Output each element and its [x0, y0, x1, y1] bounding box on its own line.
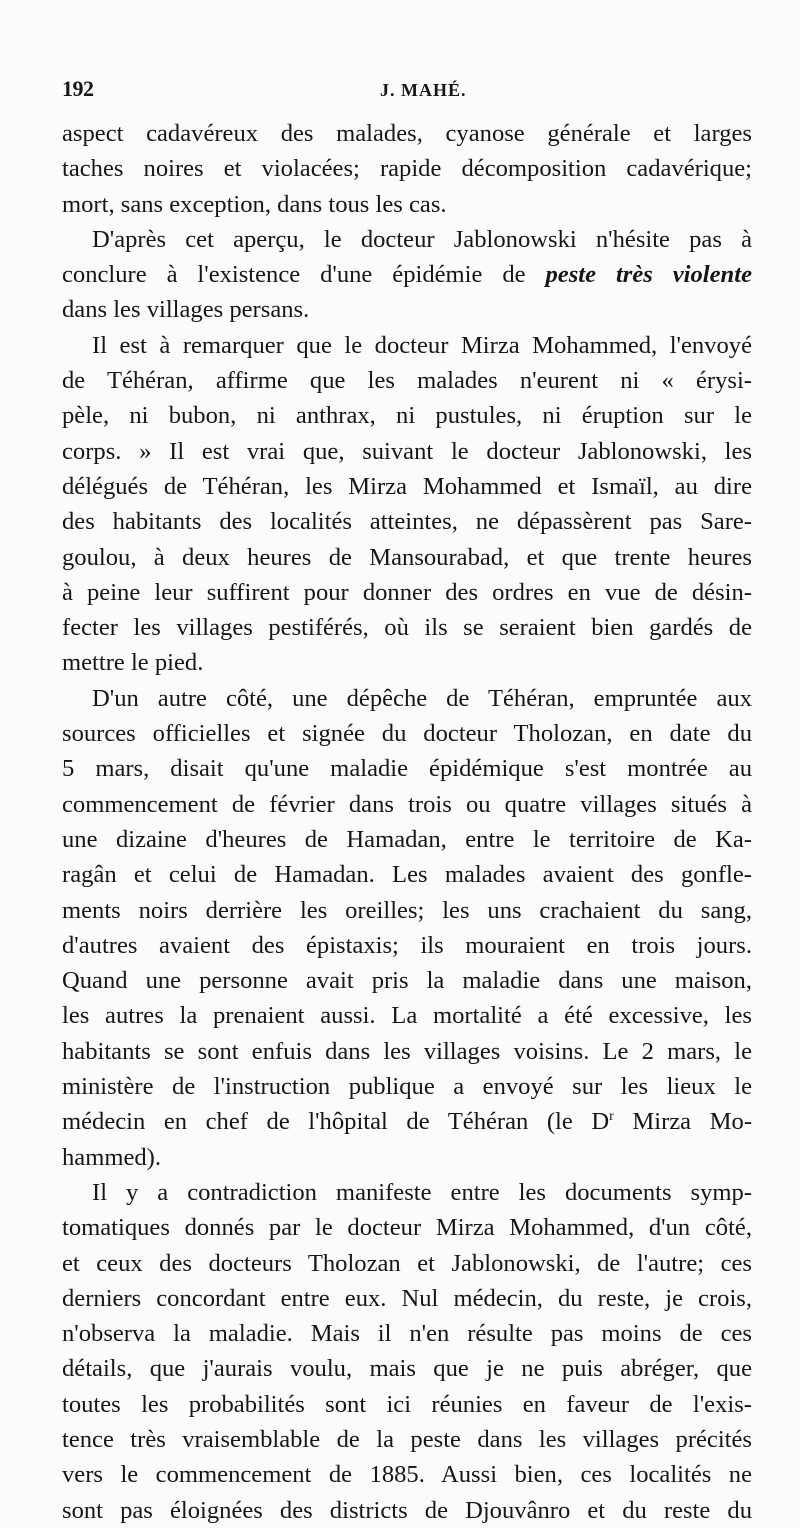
body-text: [62, 116, 752, 1528]
emphasis-text: peste très violente: [545, 261, 752, 289]
text-line: des habitants des localités atteintes, ne dépassèrent pas Sare-: [62, 508, 752, 536]
text-line: commencement de février dans trois ou quatre villages situés à: [62, 790, 752, 818]
text-line: une dizaine d'heures de Hamadan, entre le territoire de Ka-: [62, 825, 752, 853]
text-line: ragân et celui de Hamadan. Les malades avaient des gonfle-: [62, 861, 752, 889]
text-line: D'après cet aperçu, le docteur Jablonowski n'hésite pas à: [92, 225, 752, 253]
text-line: goulou, à deux heures de Mansourabad, et que trente heures: [62, 543, 752, 571]
page-header: [62, 76, 752, 106]
text-line: corps. » Il est vrai que, suivant le docteur Jablonowski, les: [62, 437, 752, 465]
text-line: délégués de Téhéran, les Mirza Mohammed et Ismaïl, au dire: [62, 472, 752, 500]
text-line: aspect cadavéreux des malades, cyanose générale et larges: [62, 120, 752, 147]
text-line: mettre le pied.: [62, 649, 204, 677]
text-line: habitants se sont enfuis dans les villages voisins. Le 2 mars, le: [62, 1037, 752, 1065]
text-line: détails, que j'aurais voulu, mais que je ne puis abréger, que: [62, 1355, 752, 1383]
text-line: taches noires et violacées; rapide décomposition cadavérique;: [62, 155, 752, 183]
text-line: derniers concordant entre eux. Nul médecin, du reste, je crois,: [62, 1284, 752, 1312]
running-head: J. MAHÉ.: [380, 80, 467, 100]
text-line: de Téhéran, affirme que les malades n'eurent ni « érysi-: [62, 367, 752, 395]
text-line: 5 mars, disait qu'une maladie épidémique s'est montrée au: [62, 755, 752, 783]
text-line: et ceux des docteurs Tholozan et Jablonowski, de l'autre; ces: [62, 1249, 752, 1277]
text-line: ministère de l'instruction publique a envoyé sur les lieux le: [62, 1073, 752, 1101]
text-line: fecter les villages pestiférés, où ils se seraient bien gardés de: [62, 614, 752, 642]
text-line: pèle, ni bubon, ni anthrax, ni pustules, ni éruption sur le: [62, 402, 752, 430]
text-line: les autres la prenaient aussi. La mortalité a été excessive, les: [62, 1002, 752, 1030]
page-number: 192: [62, 76, 94, 101]
superscript: r: [609, 1109, 614, 1125]
text-line: à peine leur suffirent pour donner des ordres en vue de désin-: [62, 578, 752, 606]
text-line: ments noirs derrière les oreilles; les uns crachaient du sang,: [62, 896, 752, 924]
text-line: dans les villages persans.: [62, 296, 310, 324]
text-line: d'autres avaient des épistaxis; ils mouraient en trois jours.: [62, 931, 752, 959]
text-line: Quand une personne avait pris la maladie dans une maison,: [62, 967, 752, 995]
text-line: mort, sans exception, dans tous les cas.: [62, 190, 447, 218]
text-line: tomatiques donnés par le docteur Mirza Mohammed, d'un côté,: [62, 1214, 752, 1242]
text-line: Il est à remarquer que le docteur Mirza Mohammed, l'envoyé: [92, 331, 752, 359]
text-line: tence très vraisemblable de la peste dans les villages précités: [62, 1425, 752, 1453]
text-line: n'observa la maladie. Mais il n'en résulte pas moins de ces: [62, 1320, 752, 1348]
text-line: sources officielles et signée du docteur Tholozan, en date du: [62, 720, 752, 748]
text-line: sont pas éloignées des districts de Djouvânro et du reste du: [62, 1496, 752, 1524]
text-line: conclure à l'existence d'une épidémie de peste très violente: [62, 261, 752, 289]
text-line: hammed).: [62, 1143, 162, 1171]
text-line: médecin en chef de l'hôpital de Téhéran (le $D^r$ Mirza Mo-: [62, 1108, 753, 1136]
text-line: toutes les probabilités sont ici réunies en faveur de l'exis-: [62, 1390, 752, 1418]
text-line: vers le commencement de 1885. Aussi bien, ces localités ne: [62, 1461, 752, 1489]
text-line: Il y a contradiction manifeste entre les documents symp-: [92, 1178, 752, 1206]
text-line: D'un autre côté, une dépêche de Téhéran, empruntée aux: [92, 684, 752, 712]
